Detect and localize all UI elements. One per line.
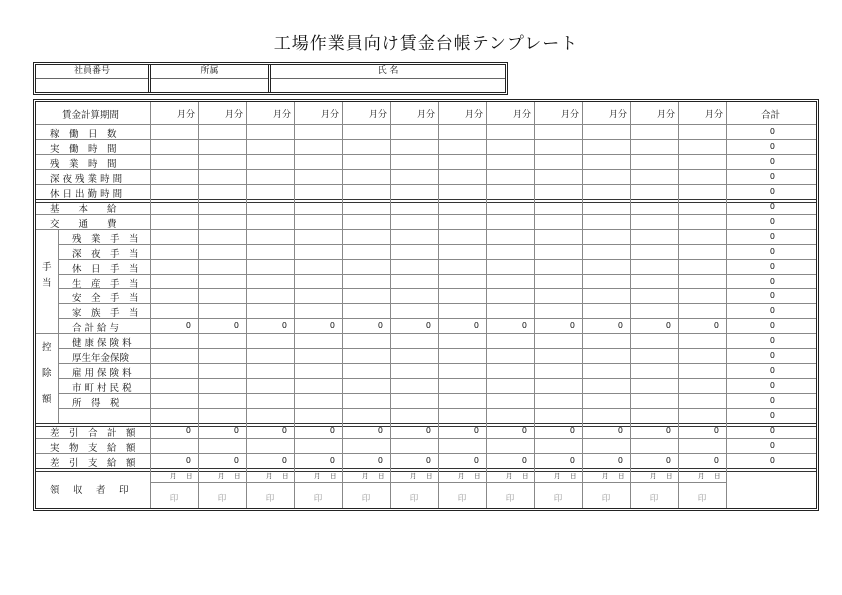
receipt-month: 月 [314, 471, 321, 480]
row-label: 家 族 手 当 [72, 308, 139, 320]
cell-value[interactable]: 0 [425, 455, 431, 465]
receipt-day: 日 [186, 471, 193, 480]
receipt-month: 月 [602, 471, 609, 480]
receipt-day: 日 [330, 471, 337, 480]
receipt-date-divider [246, 482, 294, 483]
month-header-11: 月分 [656, 110, 675, 120]
total-value[interactable]: 0 [769, 261, 775, 271]
cell-value[interactable]: 0 [569, 321, 575, 331]
employee-info-table [33, 62, 508, 95]
cell-value[interactable]: 0 [617, 455, 623, 465]
total-value[interactable]: 0 [769, 306, 775, 316]
row-label: 残 業 時 間 [50, 158, 117, 170]
allowance-group-label-1: 手 [42, 261, 52, 273]
cell-value[interactable]: 0 [233, 321, 239, 331]
row-label: 所 得 税 [72, 398, 120, 410]
cell-value[interactable]: 0 [281, 321, 287, 331]
cell-value[interactable]: 0 [377, 426, 383, 435]
period-header: 賃金計算期間 [62, 110, 120, 121]
receipt-month: 月 [410, 471, 417, 480]
deduction-group-line [58, 333, 59, 423]
month-column-line [294, 102, 295, 508]
cell-value[interactable]: 0 [473, 426, 479, 435]
receipt-day: 日 [378, 471, 385, 480]
cell-value[interactable]: 0 [425, 321, 431, 331]
receipt-day: 日 [522, 471, 529, 480]
row-label: 厚生年金保険 [72, 353, 130, 365]
cell-value[interactable]: 0 [521, 321, 527, 331]
total-value[interactable]: 0 [769, 291, 775, 301]
cell-value[interactable]: 0 [521, 455, 527, 465]
receipt-month: 月 [554, 471, 561, 480]
wage-ledger-table [33, 99, 819, 511]
receipt-date-divider [150, 482, 198, 483]
row-label: 残 業 手 当 [72, 233, 139, 245]
cell-value[interactable]: 0 [233, 455, 239, 465]
month-header-2: 月分 [224, 110, 243, 120]
row-divider [58, 259, 816, 260]
month-header-10: 月分 [608, 110, 627, 120]
receipt-day: 日 [714, 471, 721, 480]
receipt-day: 日 [426, 471, 433, 480]
receipt-date-divider [534, 482, 582, 483]
employee-no-cell[interactable] [36, 65, 151, 92]
receipt-stamp[interactable]: 印 [169, 493, 179, 504]
receipt-stamp[interactable]: 印 [553, 493, 563, 504]
month-column-line [438, 102, 439, 508]
receipt-date-divider [438, 482, 486, 483]
cell-value[interactable]: 0 [617, 321, 623, 331]
total-value[interactable]: 0 [769, 231, 775, 241]
cell-value[interactable]: 0 [569, 455, 575, 465]
row-label: 交 通 費 [50, 218, 117, 230]
row-divider [58, 244, 816, 245]
month-column-line [486, 102, 487, 508]
total-value[interactable]: 0 [769, 141, 775, 151]
receipt-month: 月 [506, 471, 513, 480]
row-divider [36, 199, 816, 203]
cell-value[interactable]: 0 [473, 455, 479, 465]
row-divider [58, 378, 816, 379]
total-value[interactable]: 0 [769, 455, 775, 465]
cell-value[interactable]: 0 [233, 426, 239, 435]
receipt-month: 月 [362, 471, 369, 480]
receipt-date-divider [678, 482, 726, 483]
row-divider [58, 303, 816, 304]
row-divider [36, 333, 816, 334]
receipt-day: 日 [474, 471, 481, 480]
total-value[interactable]: 0 [769, 276, 775, 286]
header-divider [36, 124, 816, 125]
row-divider [58, 318, 816, 319]
total-value[interactable]: 0 [769, 366, 775, 376]
receipt-stamp[interactable]: 印 [505, 493, 515, 504]
row-divider [36, 214, 816, 215]
row-label: 稼 働 日 数 [50, 129, 117, 140]
allowance-group-line [58, 229, 59, 334]
allowance-group-label-2: 当 [42, 277, 52, 289]
month-column-line [246, 102, 247, 508]
receipt-stamp[interactable]: 印 [265, 493, 275, 504]
row-divider [36, 139, 816, 140]
receipt-day: 日 [570, 471, 577, 480]
cell-value[interactable]: 0 [185, 455, 191, 465]
total-value[interactable]: 0 [769, 336, 775, 346]
month-header-8: 月分 [512, 110, 531, 120]
row-divider [36, 154, 816, 155]
row-label: 差 引 合 計 額 [50, 428, 136, 439]
name-label: 氏 名 [271, 65, 505, 79]
row-label: 深 夜 残 業 時 間 [50, 173, 123, 185]
cell-value[interactable]: 0 [281, 426, 287, 435]
deduction-group-label-1: 控 [42, 342, 52, 354]
total-value[interactable]: 0 [769, 321, 775, 331]
cell-value[interactable]: 0 [377, 455, 383, 465]
receipt-date-divider [198, 482, 246, 483]
receipt-day: 日 [666, 471, 673, 480]
receipt-day: 日 [282, 471, 289, 480]
row-divider [36, 453, 816, 454]
row-label: 休 日 出 勤 時 間 [50, 188, 123, 200]
page-title: 工場作業員向け賃金台帳テンプレート [273, 34, 579, 54]
month-column-line [678, 102, 679, 508]
name-cell[interactable] [271, 65, 505, 92]
cell-value[interactable]: 0 [665, 426, 671, 435]
total-value[interactable]: 0 [769, 411, 775, 421]
cell-value[interactable]: 0 [713, 321, 719, 331]
month-header-7: 月分 [464, 110, 483, 120]
row-label: 安 全 手 当 [72, 293, 139, 305]
row-label: 実 物 支 給 額 [50, 442, 136, 454]
department-cell[interactable] [151, 65, 271, 92]
cell-value[interactable]: 0 [185, 321, 191, 331]
row-label: 生 産 手 当 [72, 278, 139, 290]
cell-value[interactable]: 0 [521, 426, 527, 435]
total-value[interactable]: 0 [769, 186, 775, 196]
cell-value[interactable]: 0 [617, 426, 623, 435]
month-header-9: 月分 [560, 110, 579, 120]
month-column-line [630, 102, 631, 508]
cell-value[interactable]: 0 [281, 455, 287, 465]
month-header-1: 月分 [176, 110, 195, 120]
total-value[interactable]: 0 [769, 171, 775, 181]
row-divider [36, 229, 816, 230]
cell-value[interactable]: 0 [377, 321, 383, 331]
cell-value[interactable]: 0 [713, 426, 719, 435]
month-column-line [582, 102, 583, 508]
row-divider [36, 423, 816, 427]
month-column-line [342, 102, 343, 508]
row-label: 雇 用 保 険 料 [72, 368, 132, 380]
total-value[interactable]: 0 [769, 351, 775, 361]
label-column-line [150, 102, 151, 508]
receipt-stamp[interactable]: 印 [313, 493, 323, 504]
row-label: 深 夜 手 当 [72, 248, 139, 260]
month-column-line [390, 102, 391, 508]
receipt-month: 月 [218, 471, 225, 480]
receipt-date-divider [390, 482, 438, 483]
receipt-stamp[interactable]: 印 [649, 493, 659, 504]
receipt-label: 領 収 者 印 [50, 484, 131, 496]
receipt-date-divider [630, 482, 678, 483]
receipt-date-divider [294, 482, 342, 483]
deduction-group-label-2: 除 [42, 368, 52, 380]
receipt-month: 月 [650, 471, 657, 480]
row-divider [58, 408, 816, 409]
row-label: 実 働 時 間 [50, 143, 117, 155]
receipt-stamp[interactable]: 印 [457, 493, 467, 504]
cell-value[interactable]: 0 [329, 455, 335, 465]
employee-no-label: 社員番号 [36, 65, 148, 79]
month-header-12: 月分 [704, 110, 723, 120]
total-value[interactable]: 0 [769, 246, 775, 256]
receipt-date-divider [486, 482, 534, 483]
receipt-stamp[interactable]: 印 [697, 493, 707, 504]
row-label: 基 本 給 [50, 203, 117, 215]
row-divider [58, 393, 816, 394]
month-column-line [198, 102, 199, 508]
receipt-stamp[interactable]: 印 [409, 493, 419, 504]
receipt-date-divider [582, 482, 630, 483]
receipt-day: 日 [618, 471, 625, 480]
row-divider [58, 288, 816, 289]
month-header-6: 月分 [416, 110, 435, 120]
receipt-day: 日 [234, 471, 241, 480]
cell-value[interactable]: 0 [665, 321, 671, 331]
receipt-stamp[interactable]: 印 [361, 493, 371, 504]
receipt-month: 月 [698, 471, 705, 480]
cell-value[interactable]: 0 [425, 426, 431, 435]
total-value[interactable]: 0 [769, 396, 775, 406]
month-column-line [726, 102, 727, 508]
receipt-stamp[interactable]: 印 [217, 493, 227, 504]
total-value[interactable]: 0 [769, 127, 775, 136]
cell-value[interactable]: 0 [329, 321, 335, 331]
row-label: 市 町 村 民 税 [72, 383, 132, 395]
row-divider [58, 348, 816, 349]
row-divider [58, 274, 816, 275]
row-label: 休 日 手 当 [72, 263, 139, 275]
receipt-month: 月 [266, 471, 273, 480]
cell-value[interactable]: 0 [713, 455, 719, 465]
total-value[interactable]: 0 [769, 201, 775, 211]
row-label: 合 計 給 与 [72, 323, 120, 335]
deduction-group-label-3: 額 [42, 394, 52, 406]
cell-value[interactable]: 0 [665, 455, 671, 465]
month-header-5: 月分 [368, 110, 387, 120]
cell-value[interactable]: 0 [569, 426, 575, 435]
total-header: 合計 [761, 110, 781, 121]
receipt-stamp[interactable]: 印 [601, 493, 611, 504]
receipt-month: 月 [170, 471, 177, 480]
total-value[interactable]: 0 [769, 156, 775, 166]
total-value[interactable]: 0 [769, 440, 775, 450]
row-label: 差 引 支 給 額 [50, 457, 136, 469]
receipt-month: 月 [458, 471, 465, 480]
cell-value[interactable]: 0 [185, 426, 191, 435]
row-divider [36, 438, 816, 439]
row-label: 健 康 保 険 料 [72, 338, 132, 350]
month-header-4: 月分 [320, 110, 339, 120]
month-header-3: 月分 [272, 110, 291, 120]
row-divider [36, 184, 816, 185]
row-divider [36, 169, 816, 170]
month-column-line [534, 102, 535, 508]
total-value[interactable]: 0 [769, 381, 775, 391]
row-divider [58, 363, 816, 364]
total-value[interactable]: 0 [769, 216, 775, 226]
cell-value[interactable]: 0 [329, 426, 335, 435]
total-value[interactable]: 0 [769, 426, 775, 435]
cell-value[interactable]: 0 [473, 321, 479, 331]
department-label: 所属 [151, 65, 268, 79]
receipt-date-divider [342, 482, 390, 483]
